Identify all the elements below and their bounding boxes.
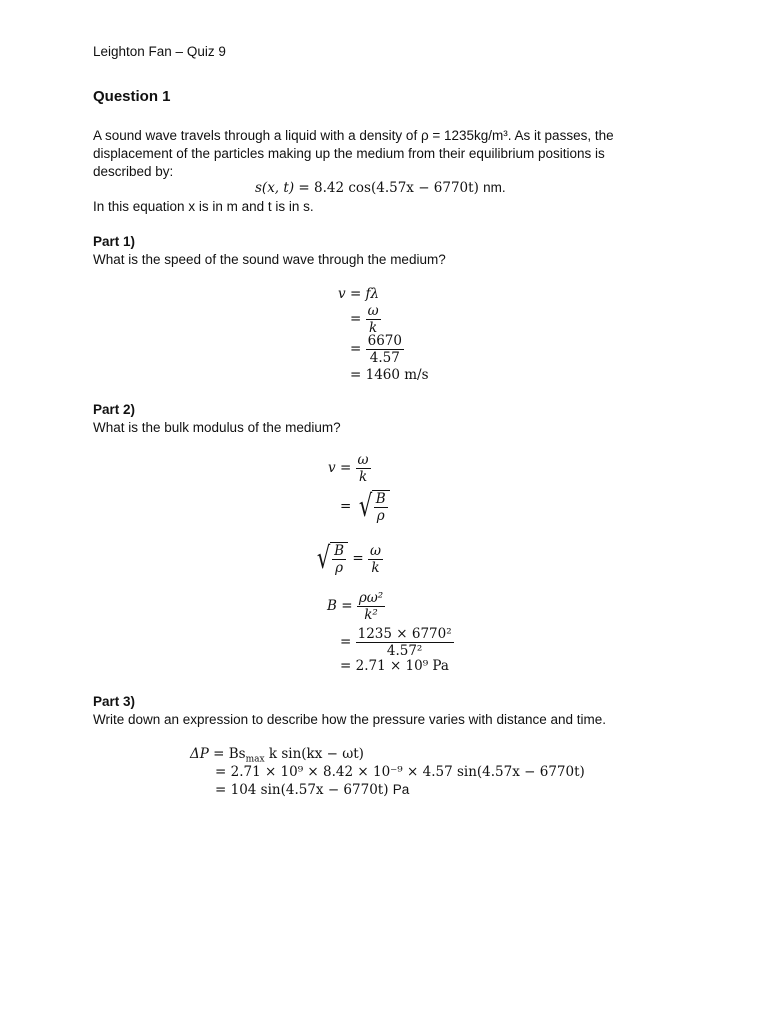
part2-eq-line5	[340, 626, 454, 659]
part2-calc-numerator: 1235 × 6770²	[357, 626, 452, 642]
part2-k: k	[358, 469, 368, 485]
part3-bs: = Bs	[213, 746, 246, 762]
part3-k-sin: k sin(kx − ωt)	[268, 746, 364, 762]
intro-line-2: displacement of the particles making up the medium from their equilibrium positions is	[93, 146, 605, 161]
wave-equation-lhs: s(x, t)	[255, 180, 295, 196]
part1-denominator: 4.57	[369, 350, 400, 366]
part2-sqrt-b-rho-2: √ $\frac{B}{\rho}$	[314, 542, 348, 576]
part2-omega-2: ω	[369, 542, 381, 559]
part1-omega: ω	[367, 303, 379, 319]
part2-calc-denominator: 4.57²	[386, 643, 423, 659]
part3-eq-line3	[215, 782, 409, 798]
part3-result: = 104 sin(4.57x − 6770t)	[215, 782, 389, 798]
part2-rho-omega2-over-k2	[357, 590, 385, 623]
part2-k-2: k	[371, 559, 380, 576]
wave-equation-rhs: = 8.42 cos(4.57x − 6770t)	[298, 180, 479, 196]
part2-sqrt-b-rho: √ $\frac{B}{\rho}$	[356, 490, 390, 524]
part2-rho: ρ	[376, 508, 385, 524]
part2-B-2: B	[334, 543, 345, 559]
intro-line-3: described by:	[93, 164, 174, 179]
part3-eq-line1	[190, 746, 364, 765]
wave-equation-unit: nm.	[483, 180, 506, 195]
part2-B-3: B	[327, 598, 337, 614]
part3-title: Part 3)	[93, 694, 136, 709]
question-title: Question 1	[93, 88, 171, 105]
part3-unit: Pa	[392, 782, 410, 797]
part2-eq-sign-4: =	[341, 598, 353, 614]
part1-eq-line1	[338, 286, 379, 302]
part2-omega-over-k	[356, 452, 371, 485]
intro-line-4: In this equation x is in m and t is in s.	[93, 199, 314, 214]
part1-omega-over-k	[366, 303, 381, 336]
part2-eq-sign-3: =	[352, 550, 364, 567]
part1-result: = 1460 m/s	[350, 367, 429, 383]
part2-eq-sign-2: =	[340, 498, 352, 515]
part1-eq-sign: =	[350, 311, 362, 327]
part2-calc-fraction	[356, 626, 454, 659]
part2-B: B	[375, 491, 386, 507]
part1-k: k	[369, 320, 378, 336]
part2-rho-omega2: ρω²	[358, 590, 384, 606]
part2-rho-2: ρ	[335, 560, 344, 576]
part1-eq-sign-2: =	[350, 341, 362, 357]
part3-question: Write down an expression to describe how the pressure varies with distance and time.	[93, 712, 607, 727]
part1-eq-line2	[350, 303, 381, 336]
part2-question: What is the bulk modulus of the medium?	[93, 420, 341, 435]
wave-equation	[255, 180, 506, 196]
part1-title: Part 1)	[93, 234, 136, 249]
part2-eq-line4	[327, 590, 385, 623]
part3-max-subscript: max	[245, 754, 265, 765]
part1-numerator: 6670	[367, 333, 402, 349]
part2-eq-line2	[340, 490, 390, 524]
part1-eq-line3	[350, 333, 404, 366]
part2-result: = 2.71 × 10⁹ Pa	[340, 658, 449, 674]
part1-question: What is the speed of the sound wave through the medium?	[93, 252, 446, 267]
part2-eq-line1	[328, 452, 371, 485]
part2-omega: ω	[357, 452, 369, 468]
part2-omega-over-k-2	[368, 543, 383, 576]
part3-eq-line2: = 2.71 × 10⁹ × 8.42 × 10⁻⁹ × 4.57 sin(4.57x − 6770t)	[215, 764, 585, 780]
part2-v: v	[328, 460, 336, 476]
part3-delta-p: ΔP	[190, 746, 209, 762]
document-header: Leighton Fan – Quiz 9	[93, 44, 226, 59]
part1-v: v	[338, 286, 346, 302]
part1-f-lambda: = fλ	[349, 286, 380, 302]
part2-k2: k²	[364, 607, 378, 623]
part2-eq-sign-5: =	[340, 634, 352, 650]
part1-number-fraction	[366, 333, 404, 366]
part2-title: Part 2)	[93, 402, 136, 417]
part2-eq-line3	[314, 542, 383, 576]
intro-line-1: A sound wave travels through a liquid with a density of ρ = 1235kg/m³. As it passes, the	[93, 128, 614, 143]
part2-eq-sign-1: =	[339, 460, 352, 476]
